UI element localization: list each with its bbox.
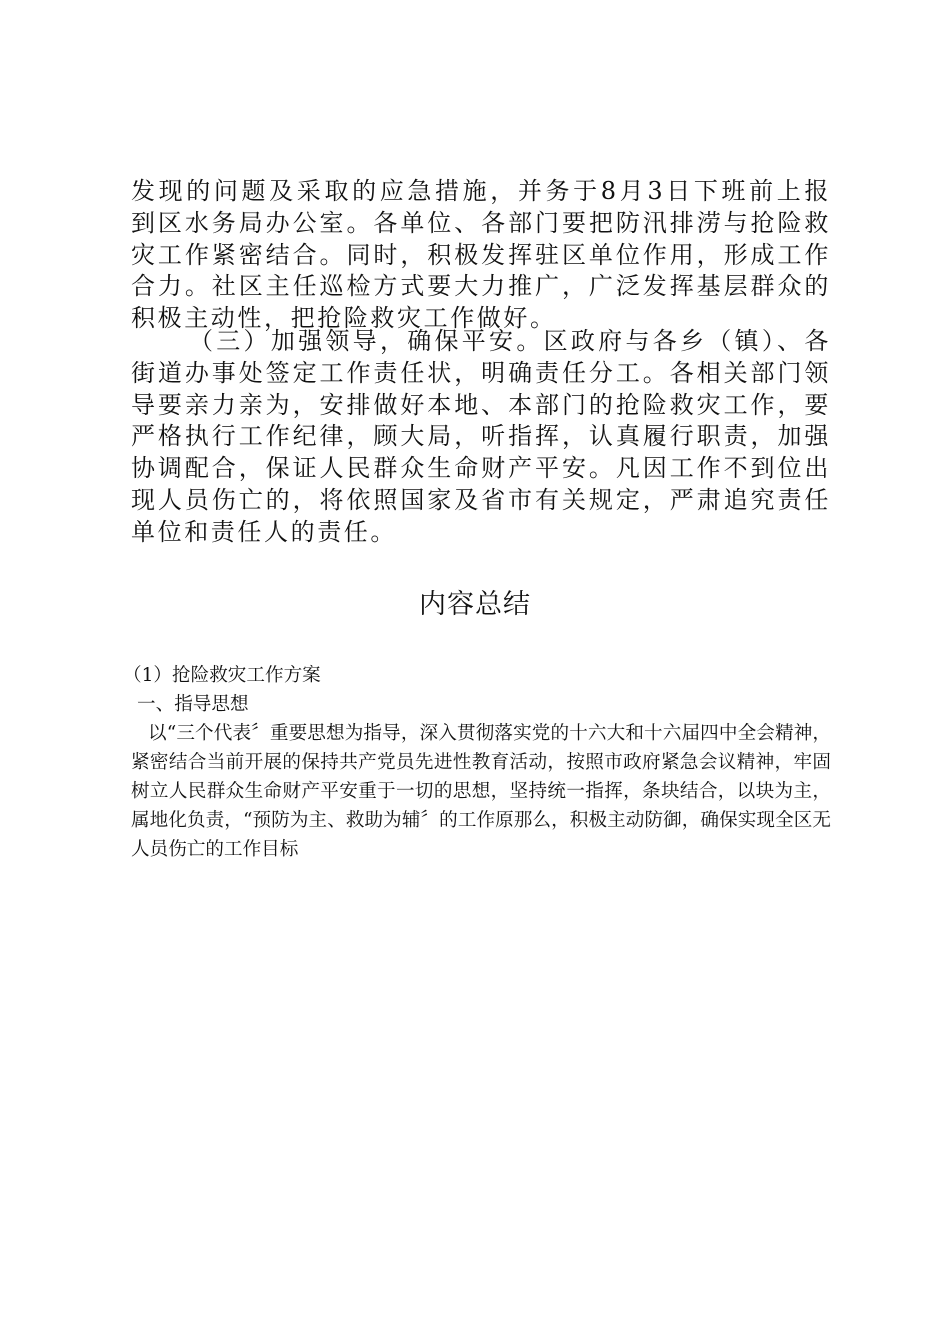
summary-section (123, 661, 831, 864)
summary-body-text: 以“三个代表〞重要思想为指导，深入贯彻落实党的十六大和十六届四中全会精神，紧密结合当前开展的保持共产党员先进性教育活动，按照市政府紧急会议精神，牢固树立人民群众生命财产平安重于一切的思想，坚持统一指挥，条块结合，以块为主，属地化负责，“预防为主、救助为辅〞的工作原那么，积极主动防御，确保实现全区无人员伤亡的工作目标 (131, 723, 831, 860)
summary-section-heading: 一、指导思想 (137, 694, 249, 715)
summary-title: 内容总结 (419, 589, 531, 620)
body-paragraph-emergency-measures: 发现的问题及采取的应急措施，并务于8月3日下班前上报到区水务局办公室。各单位、各部门要把防汛排涝与抢险救灾工作紧密结合。同时，积极发挥驻区单位作用，形成工作合力。社区主任巡检方式要大力推广，广泛发挥基层群众的积极主动性，把抢险救灾工作做好。 (131, 177, 831, 333)
summary-item-heading: （1）抢险救灾工作方案 (123, 665, 321, 686)
body-paragraph-strengthen-leadership: （三）加强领导，确保平安。区政府与各乡（镇）、各街道办事处签定工作责任状，明确责任分工。各相关部门领导要亲力亲为，安排做好本地、本部门的抢险救灾工作，要严格执行工作纪律，顾大局，听指挥，认真履行职责，加强协调配合，保证人民群众生命财产平安。凡因工作不到位出现人员伤亡的，将依照国家及省市有关规定，严肃追究责任单位和责任人的责任。 (131, 327, 831, 546)
